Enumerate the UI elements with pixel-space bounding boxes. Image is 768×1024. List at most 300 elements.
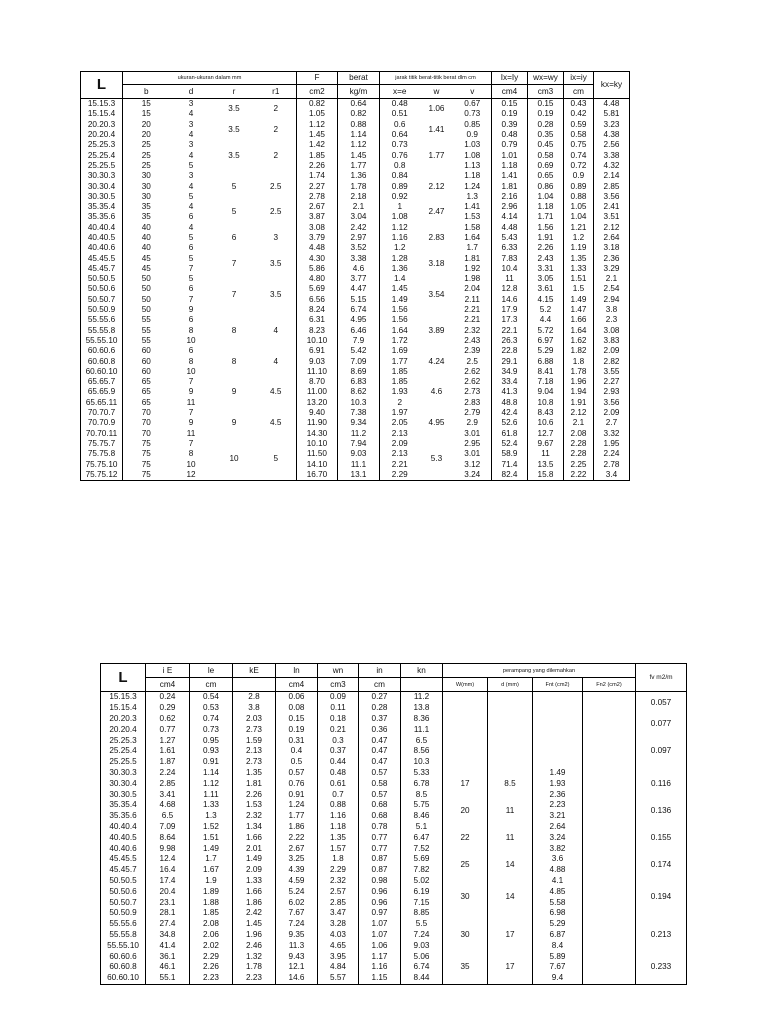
berat-cell: 7.09 bbox=[338, 356, 380, 366]
wn-cell: 4.84 bbox=[318, 962, 359, 973]
e-cell: 1.36 bbox=[391, 263, 408, 273]
table-row bbox=[81, 264, 630, 274]
kx-cell: 2.94 bbox=[603, 294, 620, 304]
b-cell: 25 bbox=[141, 160, 151, 170]
F-cell: 5.69 bbox=[297, 284, 338, 294]
ln-cell: 1.86 bbox=[276, 822, 318, 833]
profile-cell: 70.70.11 bbox=[81, 429, 123, 439]
header-wn: wn bbox=[318, 664, 359, 678]
header-L: L bbox=[81, 72, 123, 99]
kE-cell: 2.01 bbox=[233, 843, 276, 854]
profile-cell: 75.75.8 bbox=[81, 449, 123, 459]
fn2-cell bbox=[583, 714, 636, 736]
berat-cell: 11.2 bbox=[338, 429, 380, 439]
F-cell: 11.90 bbox=[297, 418, 338, 428]
profile-cell: 15.15.4 bbox=[81, 109, 123, 119]
ln-cell: 1.24 bbox=[276, 800, 318, 811]
kn-cell: 6.5 bbox=[401, 735, 443, 746]
fv-cell: 0.194 bbox=[636, 876, 687, 919]
berat-cell: 1.36 bbox=[338, 171, 380, 181]
r1-cell: 3.5 bbox=[256, 274, 297, 315]
fnt-cell: 5.29 bbox=[533, 919, 583, 930]
iE-cell: 1.61 bbox=[146, 746, 190, 757]
r1-cell: 4 bbox=[256, 315, 297, 346]
profile-cell: 30.30.3 bbox=[109, 767, 137, 777]
w-cell: 4.6 bbox=[430, 387, 443, 397]
ix-cell: 1.51 bbox=[564, 274, 594, 284]
berat-cell: 4.47 bbox=[338, 284, 380, 294]
d-cell: 3 bbox=[188, 119, 194, 129]
Ix-cell: 17.3 bbox=[492, 315, 528, 325]
iE-cell: 36.1 bbox=[146, 951, 190, 962]
profile-cell: 50.50.9 bbox=[109, 908, 137, 918]
kn-cell: 5.06 bbox=[401, 951, 443, 962]
d-cell: 11 bbox=[186, 397, 196, 407]
kx-cell: 3.38 bbox=[603, 150, 620, 160]
kx-cell: 2.7 bbox=[605, 418, 618, 428]
ln-cell: 11.3 bbox=[276, 940, 318, 951]
r-cell: 8 bbox=[231, 325, 237, 335]
wx-cell: 5.2 bbox=[528, 305, 564, 315]
iE-cell: 34.8 bbox=[146, 930, 190, 941]
profile-cell: 25.25.4 bbox=[81, 150, 123, 160]
F-cell: 9.40 bbox=[297, 408, 338, 418]
fn2-cell bbox=[583, 876, 636, 919]
wx-cell: 2.43 bbox=[528, 253, 564, 263]
W-cell: 35 bbox=[443, 951, 488, 984]
F-cell: 3.79 bbox=[297, 233, 338, 243]
b-cell: 30 bbox=[141, 191, 151, 201]
profile-cell: 75.75.7 bbox=[81, 439, 123, 449]
profile-cell: 55.55.8 bbox=[109, 929, 137, 939]
wn-cell: 0.21 bbox=[318, 724, 359, 735]
profile-cell: 25.25.3 bbox=[109, 735, 137, 745]
iE-cell: 4.68 bbox=[146, 800, 190, 811]
hole-d-cell bbox=[488, 735, 533, 767]
table-row bbox=[101, 692, 687, 703]
d-cell: 6 bbox=[188, 284, 194, 294]
unit-in: cm bbox=[359, 678, 401, 692]
in-cell: 0.37 bbox=[359, 714, 401, 725]
wn-cell: 2.32 bbox=[318, 876, 359, 887]
hole-d-cell: 17 bbox=[488, 919, 533, 951]
wx-cell: 3.05 bbox=[528, 274, 564, 284]
wx-cell: 0.86 bbox=[528, 181, 564, 191]
wn-cell: 5.57 bbox=[318, 973, 359, 984]
profile-cell: 30.30.4 bbox=[109, 778, 137, 788]
table-row bbox=[81, 367, 630, 377]
profile-cell: 40.40.6 bbox=[109, 843, 137, 853]
ln-cell: 0.19 bbox=[276, 724, 318, 735]
fn2-cell bbox=[583, 951, 636, 984]
v-cell: 2.73 bbox=[454, 387, 492, 397]
Ix-cell: 5.43 bbox=[492, 233, 528, 243]
kE-cell: 2.32 bbox=[233, 811, 276, 822]
kn-cell: 9.03 bbox=[401, 940, 443, 951]
iE-cell: 8.64 bbox=[146, 832, 190, 843]
berat-cell: 8.69 bbox=[338, 367, 380, 377]
ix-cell: 2.1 bbox=[564, 418, 594, 428]
kn-cell: 11.2 bbox=[401, 692, 443, 703]
fv-cell: 0.136 bbox=[636, 800, 687, 822]
kx-cell: 3.56 bbox=[603, 397, 620, 407]
ix-cell: 2.28 bbox=[564, 449, 594, 459]
profile-cell: 60.60.10 bbox=[81, 367, 123, 377]
berat-cell: 7.9 bbox=[338, 336, 380, 346]
kE-cell: 1.32 bbox=[233, 951, 276, 962]
F-cell: 1.45 bbox=[297, 130, 338, 140]
ln-cell: 14.6 bbox=[276, 973, 318, 984]
ln-cell: 0.5 bbox=[276, 757, 318, 768]
in-cell: 0.47 bbox=[359, 757, 401, 768]
profile-cell: 60.60.8 bbox=[109, 962, 137, 972]
table-row bbox=[81, 212, 630, 222]
wx-cell: 3.31 bbox=[528, 264, 564, 274]
Ix-cell: 1.01 bbox=[492, 150, 528, 160]
table-row bbox=[81, 150, 630, 160]
kx-cell: 2.56 bbox=[603, 140, 620, 150]
wx-cell: 0.19 bbox=[528, 109, 564, 119]
berat-cell: 11.1 bbox=[338, 459, 380, 469]
wn-cell: 3.47 bbox=[318, 908, 359, 919]
profile-cell: 30.30.4 bbox=[81, 181, 123, 191]
table-row bbox=[81, 377, 630, 387]
fnt-cell: 2.23 bbox=[533, 800, 583, 811]
le-cell: 1.9 bbox=[190, 876, 233, 887]
kE-cell: 1.34 bbox=[233, 822, 276, 833]
table-row bbox=[81, 202, 630, 212]
le-cell: 0.53 bbox=[190, 703, 233, 714]
e-cell: 0.76 bbox=[391, 150, 408, 160]
kE-cell: 2.03 bbox=[233, 714, 276, 725]
Ix-cell: 22.1 bbox=[492, 326, 528, 336]
berat-cell: 5.15 bbox=[338, 295, 380, 305]
wx-cell: 7.18 bbox=[528, 377, 564, 387]
d-cell: 9 bbox=[188, 387, 194, 397]
kE-cell: 2.09 bbox=[233, 865, 276, 876]
hole-d-cell: 14 bbox=[488, 854, 533, 876]
in-cell: 1.07 bbox=[359, 919, 401, 930]
unit-e: x=e bbox=[380, 85, 420, 99]
header-in: in bbox=[359, 664, 401, 678]
ln-cell: 0.57 bbox=[276, 768, 318, 779]
le-cell: 1.85 bbox=[190, 908, 233, 919]
profile-cell: 15.15.3 bbox=[81, 99, 123, 110]
table-row bbox=[81, 161, 630, 171]
b-cell: 40 bbox=[141, 233, 151, 242]
in-cell: 0.96 bbox=[359, 897, 401, 908]
wx-cell: 0.58 bbox=[528, 150, 564, 160]
table-row bbox=[81, 274, 630, 284]
wn-cell: 0.09 bbox=[318, 692, 359, 703]
header-Ix: Ix=Iy bbox=[492, 72, 528, 85]
d-cell: 3 bbox=[188, 140, 194, 150]
fnt-cell: 3.21 bbox=[533, 811, 583, 822]
profile-cell: 55.55.10 bbox=[107, 940, 139, 950]
profile-cell: 50.50.5 bbox=[109, 875, 137, 885]
wx-cell: 4.4 bbox=[528, 315, 564, 325]
table-row bbox=[101, 714, 687, 725]
b-cell: 60 bbox=[141, 346, 151, 356]
wx-cell: 10.6 bbox=[528, 418, 564, 428]
header-kE: kE bbox=[233, 664, 276, 678]
ix-cell: 1.8 bbox=[564, 356, 594, 366]
fn2-cell bbox=[583, 692, 636, 714]
r1-cell: 4 bbox=[256, 346, 297, 377]
Ix-cell: 26.3 bbox=[492, 336, 528, 346]
fnt-cell bbox=[533, 692, 583, 703]
ix-cell: 0.59 bbox=[564, 120, 594, 130]
kE-cell: 2.73 bbox=[233, 724, 276, 735]
fnt-cell: 4.85 bbox=[533, 886, 583, 897]
iE-cell: 20.4 bbox=[146, 886, 190, 897]
table-row bbox=[101, 951, 687, 962]
unit-F: cm2 bbox=[297, 85, 338, 99]
in-cell: 1.15 bbox=[359, 973, 401, 984]
e-cell: 0.89 bbox=[391, 181, 408, 191]
v-cell: 0.73 bbox=[454, 109, 492, 119]
v-cell: 1.58 bbox=[454, 223, 492, 233]
wx-cell: 0.15 bbox=[528, 99, 564, 110]
kE-cell: 2.42 bbox=[233, 908, 276, 919]
table-row bbox=[81, 326, 630, 336]
Ix-cell: 82.4 bbox=[492, 470, 528, 481]
v-cell: 2.79 bbox=[454, 408, 492, 418]
v-cell: 1.03 bbox=[454, 140, 492, 150]
kx-cell: 4.32 bbox=[603, 160, 620, 170]
d-cell: 5 bbox=[188, 160, 194, 170]
table-row bbox=[81, 140, 630, 150]
kE-cell: 1.81 bbox=[233, 778, 276, 789]
w-cell: 2.47 bbox=[428, 207, 445, 217]
fv-cell: 0.233 bbox=[636, 951, 687, 984]
profile-cell: 25.25.5 bbox=[109, 757, 137, 767]
r1-cell: 4.5 bbox=[256, 408, 297, 439]
ln-cell: 7.67 bbox=[276, 908, 318, 919]
F-cell: 14.30 bbox=[297, 429, 338, 439]
F-cell: 4.48 bbox=[297, 243, 338, 253]
d-cell: 4 bbox=[188, 222, 194, 232]
in-cell: 0.68 bbox=[359, 800, 401, 811]
kE-cell: 3.8 bbox=[233, 703, 276, 714]
e-cell: 2.13 bbox=[391, 428, 408, 438]
table-row bbox=[81, 429, 630, 439]
ln-cell: 3.25 bbox=[276, 854, 318, 865]
r-cell: 9 bbox=[231, 387, 237, 397]
fnt-cell: 9.4 bbox=[533, 973, 583, 984]
b-cell: 15 bbox=[141, 109, 151, 119]
ix-cell: 1.82 bbox=[564, 346, 594, 356]
ix-cell: 1.96 bbox=[564, 377, 594, 387]
wx-cell: 1.04 bbox=[528, 192, 564, 202]
wn-cell: 0.7 bbox=[318, 789, 359, 800]
wn-cell: 0.11 bbox=[318, 703, 359, 714]
fnt-cell: 7.67 bbox=[533, 962, 583, 973]
d-cell: 7 bbox=[188, 263, 194, 273]
F-cell: 1.42 bbox=[297, 140, 338, 150]
berat-cell: 1.14 bbox=[338, 130, 380, 140]
wn-cell: 0.18 bbox=[318, 714, 359, 725]
e-cell: 2.09 bbox=[391, 438, 408, 448]
kE-cell: 1.78 bbox=[233, 962, 276, 973]
wn-cell: 0.44 bbox=[318, 757, 359, 768]
b-cell: 65 bbox=[141, 377, 151, 387]
v-cell: 1.24 bbox=[454, 181, 492, 191]
kn-cell: 7.52 bbox=[401, 843, 443, 854]
in-cell: 1.06 bbox=[359, 940, 401, 951]
kx-cell: 2.09 bbox=[603, 408, 620, 418]
F-cell: 11.00 bbox=[297, 387, 338, 397]
profile-cell: 40.40.6 bbox=[81, 243, 123, 253]
fv-cell: 0.155 bbox=[636, 822, 687, 854]
e-cell: 1.72 bbox=[391, 335, 408, 345]
b-cell: 70 bbox=[141, 418, 151, 428]
table-row bbox=[81, 243, 630, 253]
unit-fnt1: Fnt (cm2) bbox=[533, 678, 583, 692]
v-cell: 1.13 bbox=[454, 161, 492, 171]
d-cell: 5 bbox=[188, 253, 194, 263]
berat-cell: 4.6 bbox=[338, 264, 380, 274]
Ix-cell: 58.9 bbox=[492, 449, 528, 459]
berat-cell: 8.62 bbox=[338, 387, 380, 397]
table-row bbox=[81, 439, 630, 449]
iE-cell: 12.4 bbox=[146, 854, 190, 865]
unit-d: d bbox=[170, 85, 213, 99]
d-cell: 4 bbox=[188, 181, 194, 191]
profile-cell: 25.25.4 bbox=[109, 746, 137, 756]
profile-cell: 45.45.7 bbox=[109, 865, 137, 875]
profile-cell: 50.50.9 bbox=[81, 305, 123, 315]
d-cell: 10 bbox=[186, 366, 196, 376]
wx-cell: 0.65 bbox=[528, 171, 564, 181]
kE-cell: 1.66 bbox=[233, 832, 276, 843]
table-row bbox=[101, 822, 687, 833]
kE-cell: 2.13 bbox=[233, 746, 276, 757]
unit-r1: r1 bbox=[256, 85, 297, 99]
profile-cell: 60.60.8 bbox=[81, 356, 123, 366]
wx-cell: 6.97 bbox=[528, 336, 564, 346]
iE-cell: 27.4 bbox=[146, 919, 190, 930]
wx-cell: 9.04 bbox=[528, 387, 564, 397]
iE-cell: 2.24 bbox=[146, 768, 190, 779]
ix-cell: 0.43 bbox=[564, 99, 594, 110]
ln-cell: 2.22 bbox=[276, 832, 318, 843]
wx-cell: 0.69 bbox=[528, 161, 564, 171]
v-cell: 1.18 bbox=[454, 171, 492, 181]
b-cell: 70 bbox=[141, 428, 151, 438]
b-cell: 35 bbox=[141, 212, 151, 222]
kE-cell: 2.23 bbox=[233, 973, 276, 984]
wn-cell: 0.3 bbox=[318, 735, 359, 746]
berat-cell: 7.38 bbox=[338, 408, 380, 418]
e-cell: 1.69 bbox=[391, 346, 408, 356]
F-cell: 10.10 bbox=[297, 336, 338, 346]
in-cell: 0.98 bbox=[359, 876, 401, 887]
d-cell: 8 bbox=[188, 449, 194, 459]
ln-cell: 1.77 bbox=[276, 811, 318, 822]
kE-cell: 2.26 bbox=[233, 789, 276, 800]
kx-cell: 2.24 bbox=[603, 449, 620, 459]
wn-cell: 1.8 bbox=[318, 854, 359, 865]
le-cell: 0.54 bbox=[190, 692, 233, 703]
kE-cell: 2.46 bbox=[233, 940, 276, 951]
F-cell: 6.56 bbox=[297, 295, 338, 305]
e-cell: 0.73 bbox=[391, 140, 408, 150]
ix-cell: 2.28 bbox=[564, 439, 594, 449]
e-cell: 2.05 bbox=[391, 418, 408, 428]
berat-cell: 0.88 bbox=[338, 120, 380, 130]
F-cell: 8.23 bbox=[297, 326, 338, 336]
in-cell: 0.97 bbox=[359, 908, 401, 919]
fn2-cell bbox=[583, 822, 636, 854]
F-cell: 1.05 bbox=[297, 109, 338, 119]
ix-cell: 2.25 bbox=[564, 459, 594, 469]
le-cell: 2.02 bbox=[190, 940, 233, 951]
W-cell bbox=[443, 692, 488, 714]
wn-cell: 0.37 bbox=[318, 746, 359, 757]
kx-cell: 2.1 bbox=[605, 274, 618, 284]
kn-cell: 7.82 bbox=[401, 865, 443, 876]
in-cell: 0.58 bbox=[359, 778, 401, 789]
v-cell: 2.21 bbox=[454, 305, 492, 315]
unit-r: r bbox=[213, 85, 256, 99]
header-wx: wx=wy bbox=[528, 72, 564, 85]
kx-cell: 2.41 bbox=[603, 202, 620, 212]
v-cell: 1.81 bbox=[454, 253, 492, 263]
ix-cell: 2.08 bbox=[564, 429, 594, 439]
ix-cell: 1.05 bbox=[564, 202, 594, 212]
kE-cell: 1.59 bbox=[233, 735, 276, 746]
berat-cell: 3.38 bbox=[338, 253, 380, 263]
ln-cell: 5.24 bbox=[276, 886, 318, 897]
b-cell: 55 bbox=[141, 325, 151, 335]
Ix-cell: 17.9 bbox=[492, 305, 528, 315]
v-cell: 1.64 bbox=[454, 233, 492, 243]
w-cell: 1.41 bbox=[428, 124, 445, 134]
Ix-cell: 4.14 bbox=[492, 212, 528, 222]
e-cell: 1 bbox=[397, 202, 403, 212]
berat-cell: 2.42 bbox=[338, 223, 380, 233]
header-ln: ln bbox=[276, 664, 318, 678]
d-cell: 10 bbox=[186, 335, 196, 345]
ix-cell: 1.04 bbox=[564, 212, 594, 222]
header-berat: berat bbox=[338, 72, 380, 85]
fn2-cell bbox=[583, 735, 636, 767]
ix-cell: 0.42 bbox=[564, 109, 594, 119]
iE-cell: 2.85 bbox=[146, 778, 190, 789]
fv-cell: 0.213 bbox=[636, 919, 687, 951]
in-cell: 0.78 bbox=[359, 822, 401, 833]
unit-wx: cm3 bbox=[528, 85, 564, 99]
r1-cell: 5 bbox=[256, 439, 297, 481]
le-cell: 1.52 bbox=[190, 822, 233, 833]
berat-cell: 10.3 bbox=[338, 398, 380, 408]
d-cell: 7 bbox=[188, 294, 194, 304]
ln-cell: 4.39 bbox=[276, 865, 318, 876]
in-cell: 0.47 bbox=[359, 735, 401, 746]
wx-cell: 6.88 bbox=[528, 356, 564, 366]
le-cell: 1.11 bbox=[190, 789, 233, 800]
le-cell: 2.06 bbox=[190, 930, 233, 941]
r1-cell: 2 bbox=[256, 99, 297, 120]
ix-cell: 1.33 bbox=[564, 264, 594, 274]
weakened-section-table bbox=[100, 663, 687, 985]
wn-cell: 2.29 bbox=[318, 865, 359, 876]
kx-cell: 2.36 bbox=[603, 253, 620, 263]
kn-cell: 5.69 bbox=[401, 854, 443, 865]
kE-cell: 1.49 bbox=[233, 854, 276, 865]
e-cell: 1.4 bbox=[394, 274, 406, 284]
